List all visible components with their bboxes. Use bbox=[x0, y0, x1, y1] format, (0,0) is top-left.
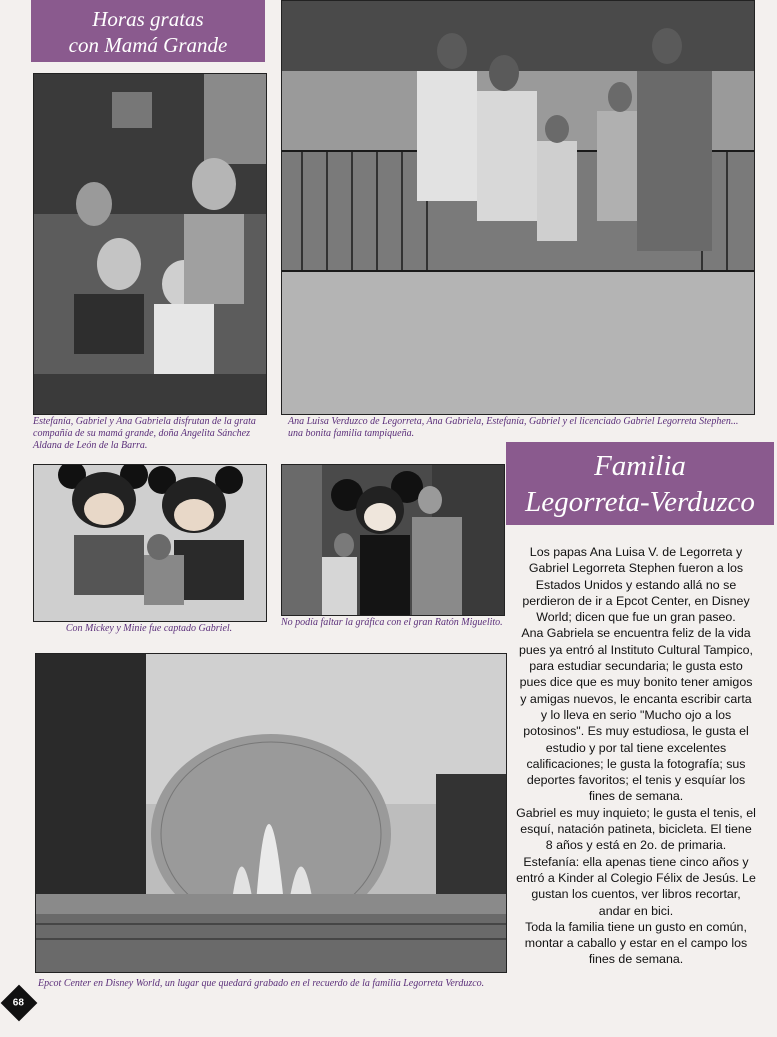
banner-horas-gratas bbox=[31, 0, 265, 62]
article-paragraph-3: Gabriel es muy inquieto; le gusta el tenis, el esquí, natación patineta, bicicleta. El tiene 8 años y está en 2o. de primaria. bbox=[516, 805, 756, 853]
article-paragraph-1: Los papas Ana Luisa V. de Legorreta y Gabriel Legorreta Stephen fueron a los Estados Unidos y estando allá no se perdieron de ir a Epcot Center, en Disney World; dicen que fue un gran paseo. bbox=[522, 545, 750, 625]
photo-mickey-minnie-image bbox=[34, 465, 266, 621]
photo-family-epcot-image bbox=[282, 1, 754, 414]
photo-grandmother-kids-image bbox=[34, 74, 266, 414]
caption-photo3: Con Mickey y Minie fue captado Gabriel. bbox=[65, 623, 233, 634]
caption-photo1: Estefanía, Gabriel y Ana Gabriela disfrutan de la grata compañía de su mamá grande, doña Angelita Sánchez Aldana de León de la Barra. bbox=[33, 416, 256, 451]
photo-epcot-center bbox=[35, 653, 507, 973]
photo-raton-miguelito bbox=[281, 464, 505, 616]
caption-photo2: Ana Luisa Verduzco de Legorreta, Ana Gabriela, Estefanía, Gabriel y el licenciado Gabriel Legorreta Stephen... una bonita familia tampiqueña. bbox=[288, 416, 739, 439]
banner-horas-line2: con Mamá Grande bbox=[68, 33, 228, 57]
banner-familia bbox=[506, 442, 774, 525]
page-number-badge bbox=[1, 985, 38, 1022]
caption-photo4: No podía faltar la gráfica con el gran Ratón Miguelito. bbox=[281, 617, 503, 628]
article-paragraph-5: Toda la familia tiene un gusto en común, montar a caballo y estar en el campo los fines de semana. bbox=[524, 919, 748, 967]
photo-raton-miguelito-image bbox=[282, 465, 504, 615]
banner-familia-line1: Familia bbox=[594, 450, 686, 482]
photo-grandmother-kids bbox=[33, 73, 267, 415]
article-paragraph-4: Estefanía: ella apenas tiene cinco años y entró a Kinder al Colegio Félix de Jesús. Le gustan los cuentos, ver libros recortar, andar en bici. bbox=[516, 854, 756, 918]
caption-photo5: Epcot Center en Disney World, un lugar que quedará grabado en el recuerdo de la familia Legorreta Verduzco. bbox=[38, 978, 485, 989]
photo-mickey-minnie bbox=[33, 464, 267, 622]
page-number: 68 bbox=[13, 997, 25, 1009]
article-body bbox=[516, 544, 756, 968]
photo-epcot-center-image bbox=[36, 654, 506, 972]
banner-horas-line1: Horas gratas bbox=[92, 7, 204, 31]
article-paragraph-2: Ana Gabriela se encuentra feliz de la vida pues ya entró al Instituto Cultural Tampico, para estudiar secundaria; le gusta esto pues dice que es muy bonito tener amigos y amigas nuevos, le encanta escribir carta y lo lleva en serio "Mucho ojo a los potosinos". Es muy estudiosa, le gusta el estudio y por tal tiene excelentes calificaciones; le gusta la fotografía; sus deportes favoritos; el tenis y esquíar los fines de semana. bbox=[519, 626, 753, 804]
banner-familia-line2: Legorreta-Verduzco bbox=[525, 486, 755, 518]
photo-family-epcot bbox=[281, 0, 755, 415]
